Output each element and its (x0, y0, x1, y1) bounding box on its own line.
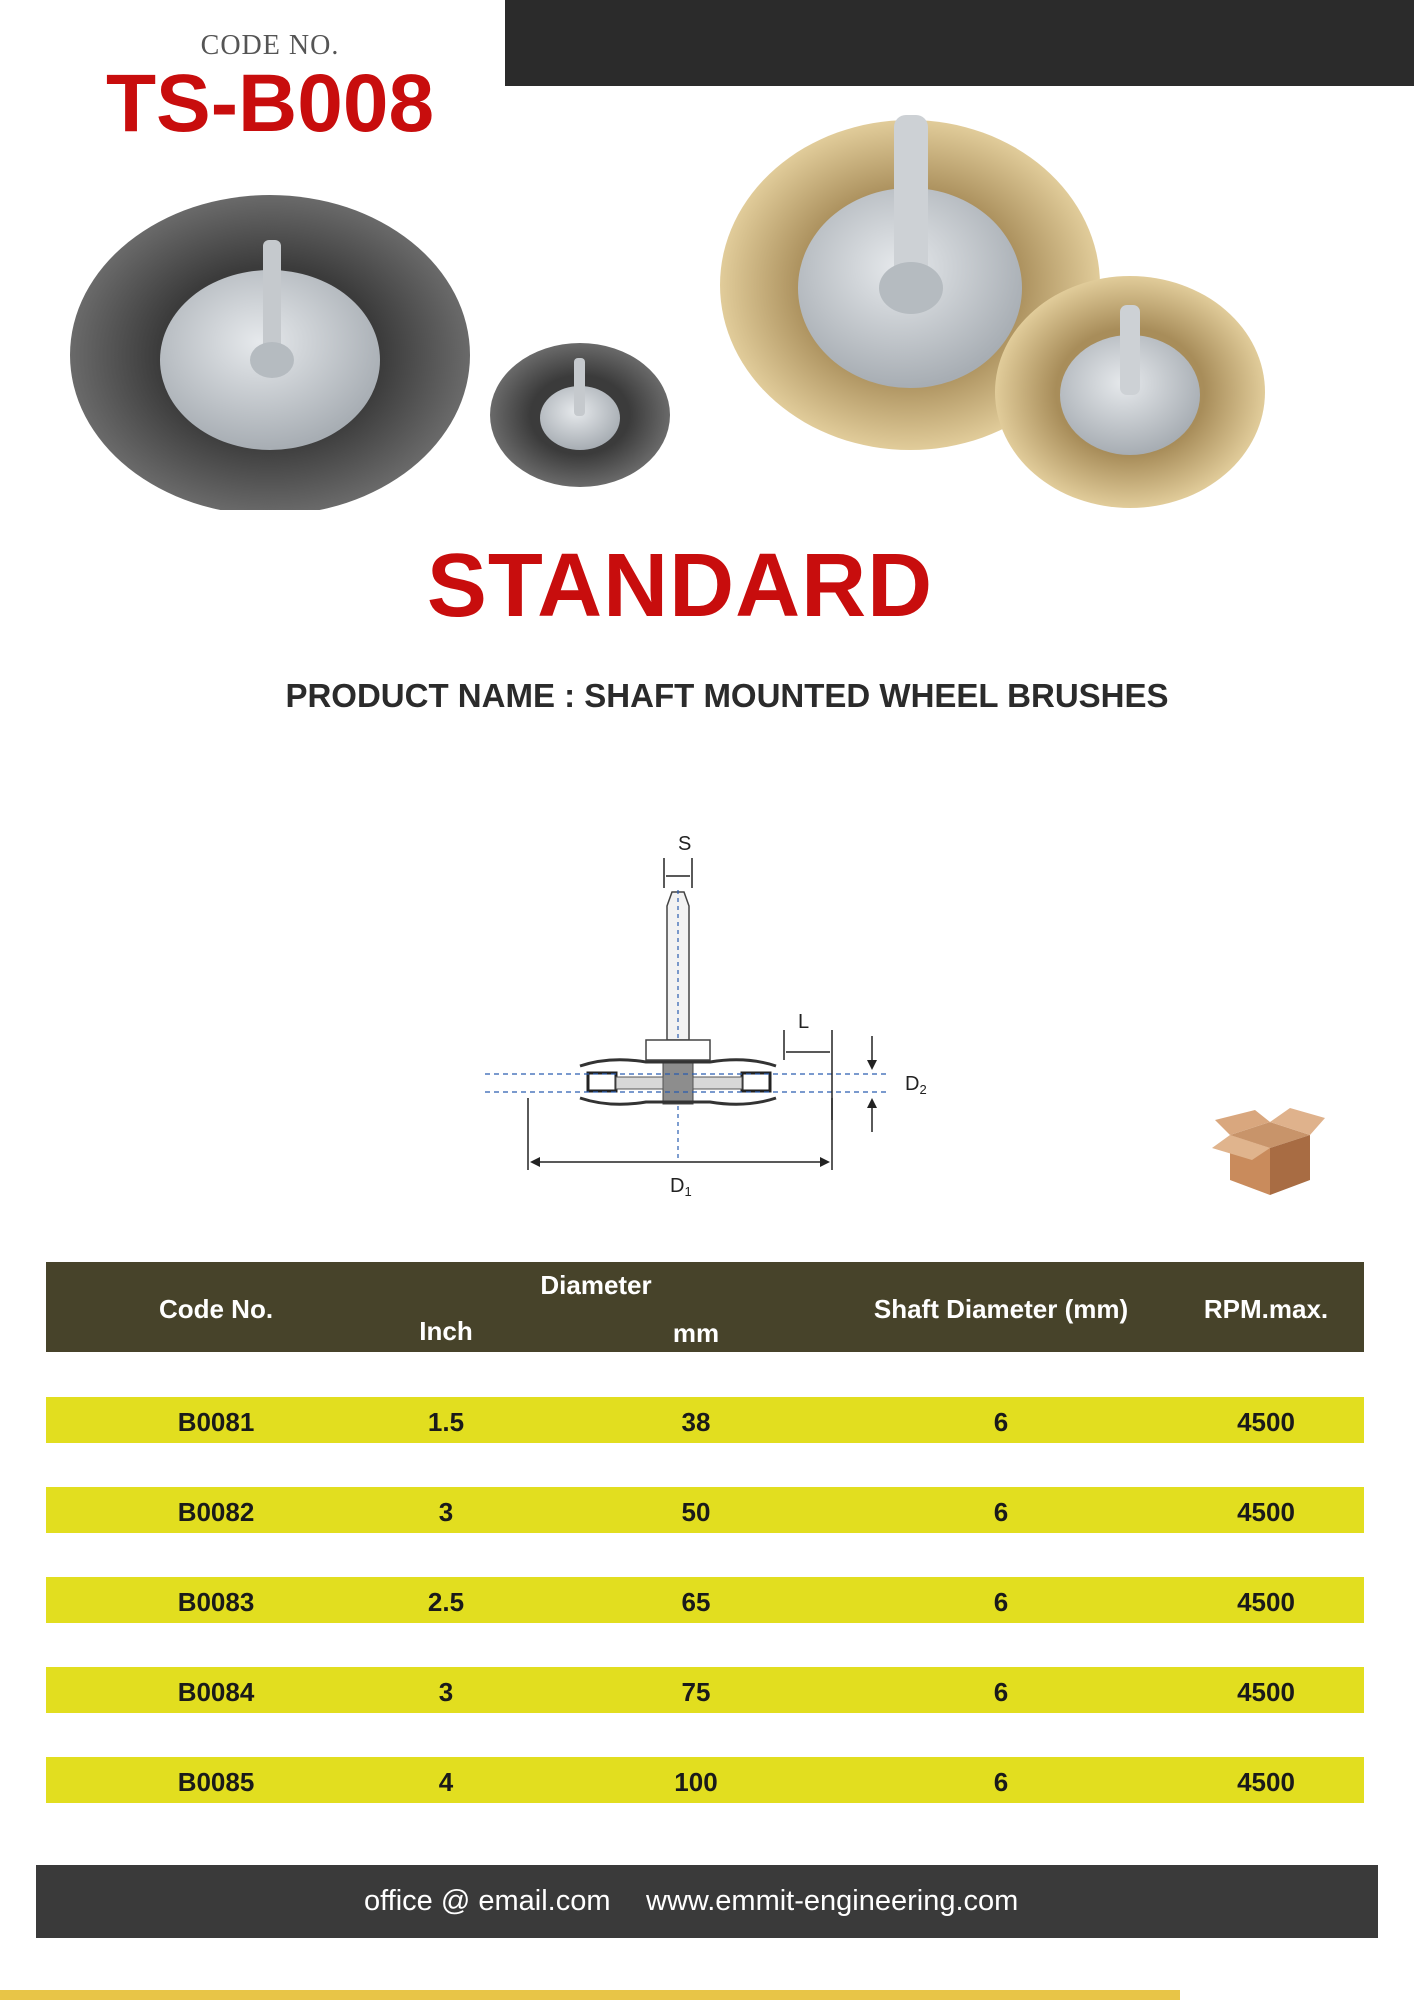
label-d2-sub: 2 (919, 1082, 927, 1097)
svg-text:D1 (670, 1175, 692, 1199)
cell-rpm: 4500 (1237, 1677, 1295, 1707)
cell-shaft: 6 (993, 1767, 1009, 1797)
header-shaft: Shaft Diameter (mm) (873, 1294, 1129, 1324)
cell-inch: 3 (438, 1677, 454, 1707)
product-name: PRODUCT NAME : SHAFT MOUNTED WHEEL BRUSHES (285, 677, 1169, 714)
label-s: S (678, 833, 692, 855)
cell-shaft: 6 (993, 1677, 1009, 1707)
dark-brush-large-icon (70, 195, 470, 510)
cell-mm: 50 (681, 1497, 711, 1527)
cell-code: B0082 (177, 1497, 255, 1527)
table-header (46, 1262, 1364, 1352)
cell-shaft: 6 (993, 1587, 1009, 1617)
product-images (60, 110, 1380, 510)
cell-inch: 2.5 (427, 1587, 465, 1617)
label-l: L (798, 1011, 810, 1033)
cell-mm: 38 (681, 1407, 711, 1437)
box-icon (1210, 1100, 1330, 1200)
label-d1: D (670, 1175, 685, 1197)
footer-website[interactable]: www.emmit-engineering.com (646, 1885, 1019, 1917)
technical-diagram (460, 820, 940, 1200)
label-d2: D (905, 1073, 920, 1095)
dark-brush-small-icon (490, 343, 670, 487)
table-row (46, 1487, 1364, 1533)
cell-shaft: 6 (993, 1497, 1009, 1527)
bottom-accent-strip (0, 1990, 1180, 2000)
cell-inch: 4 (438, 1767, 454, 1797)
top-dark-bar (505, 0, 1414, 86)
cell-inch: 3 (438, 1497, 454, 1527)
cell-mm: 65 (681, 1587, 711, 1617)
cell-rpm: 4500 (1237, 1587, 1295, 1617)
cell-mm: 75 (681, 1677, 711, 1707)
cell-code: B0084 (177, 1677, 255, 1707)
table-row (46, 1757, 1364, 1803)
cell-code: B0081 (177, 1407, 255, 1437)
cell-rpm: 4500 (1237, 1497, 1295, 1527)
table-row (46, 1397, 1364, 1443)
code-label: CODE NO. (200, 30, 340, 61)
header-rpm: RPM.max. (1203, 1294, 1329, 1324)
cell-mm: 100 (674, 1767, 718, 1797)
page-title: STANDARD (426, 536, 934, 636)
brass-brush-small-icon (995, 276, 1265, 508)
table-row (46, 1667, 1364, 1713)
header-code: Code No. (158, 1294, 274, 1324)
footer-email[interactable]: office @ email.com (364, 1885, 611, 1917)
header-inch: Inch (419, 1316, 473, 1346)
header-diameter: Diameter (540, 1270, 652, 1300)
cell-shaft: 6 (993, 1407, 1009, 1437)
table-row (46, 1577, 1364, 1623)
header-mm: mm (672, 1318, 720, 1348)
cell-code: B0083 (177, 1587, 255, 1617)
code-value: TS-B008 (105, 58, 435, 149)
cell-rpm: 4500 (1237, 1767, 1295, 1797)
cell-code: B0085 (177, 1767, 255, 1797)
svg-text:D2 (905, 1073, 927, 1097)
footer (36, 1865, 1378, 1938)
label-d1-sub: 1 (684, 1184, 692, 1199)
cell-inch: 1.5 (427, 1407, 465, 1437)
cell-rpm: 4500 (1237, 1407, 1295, 1437)
